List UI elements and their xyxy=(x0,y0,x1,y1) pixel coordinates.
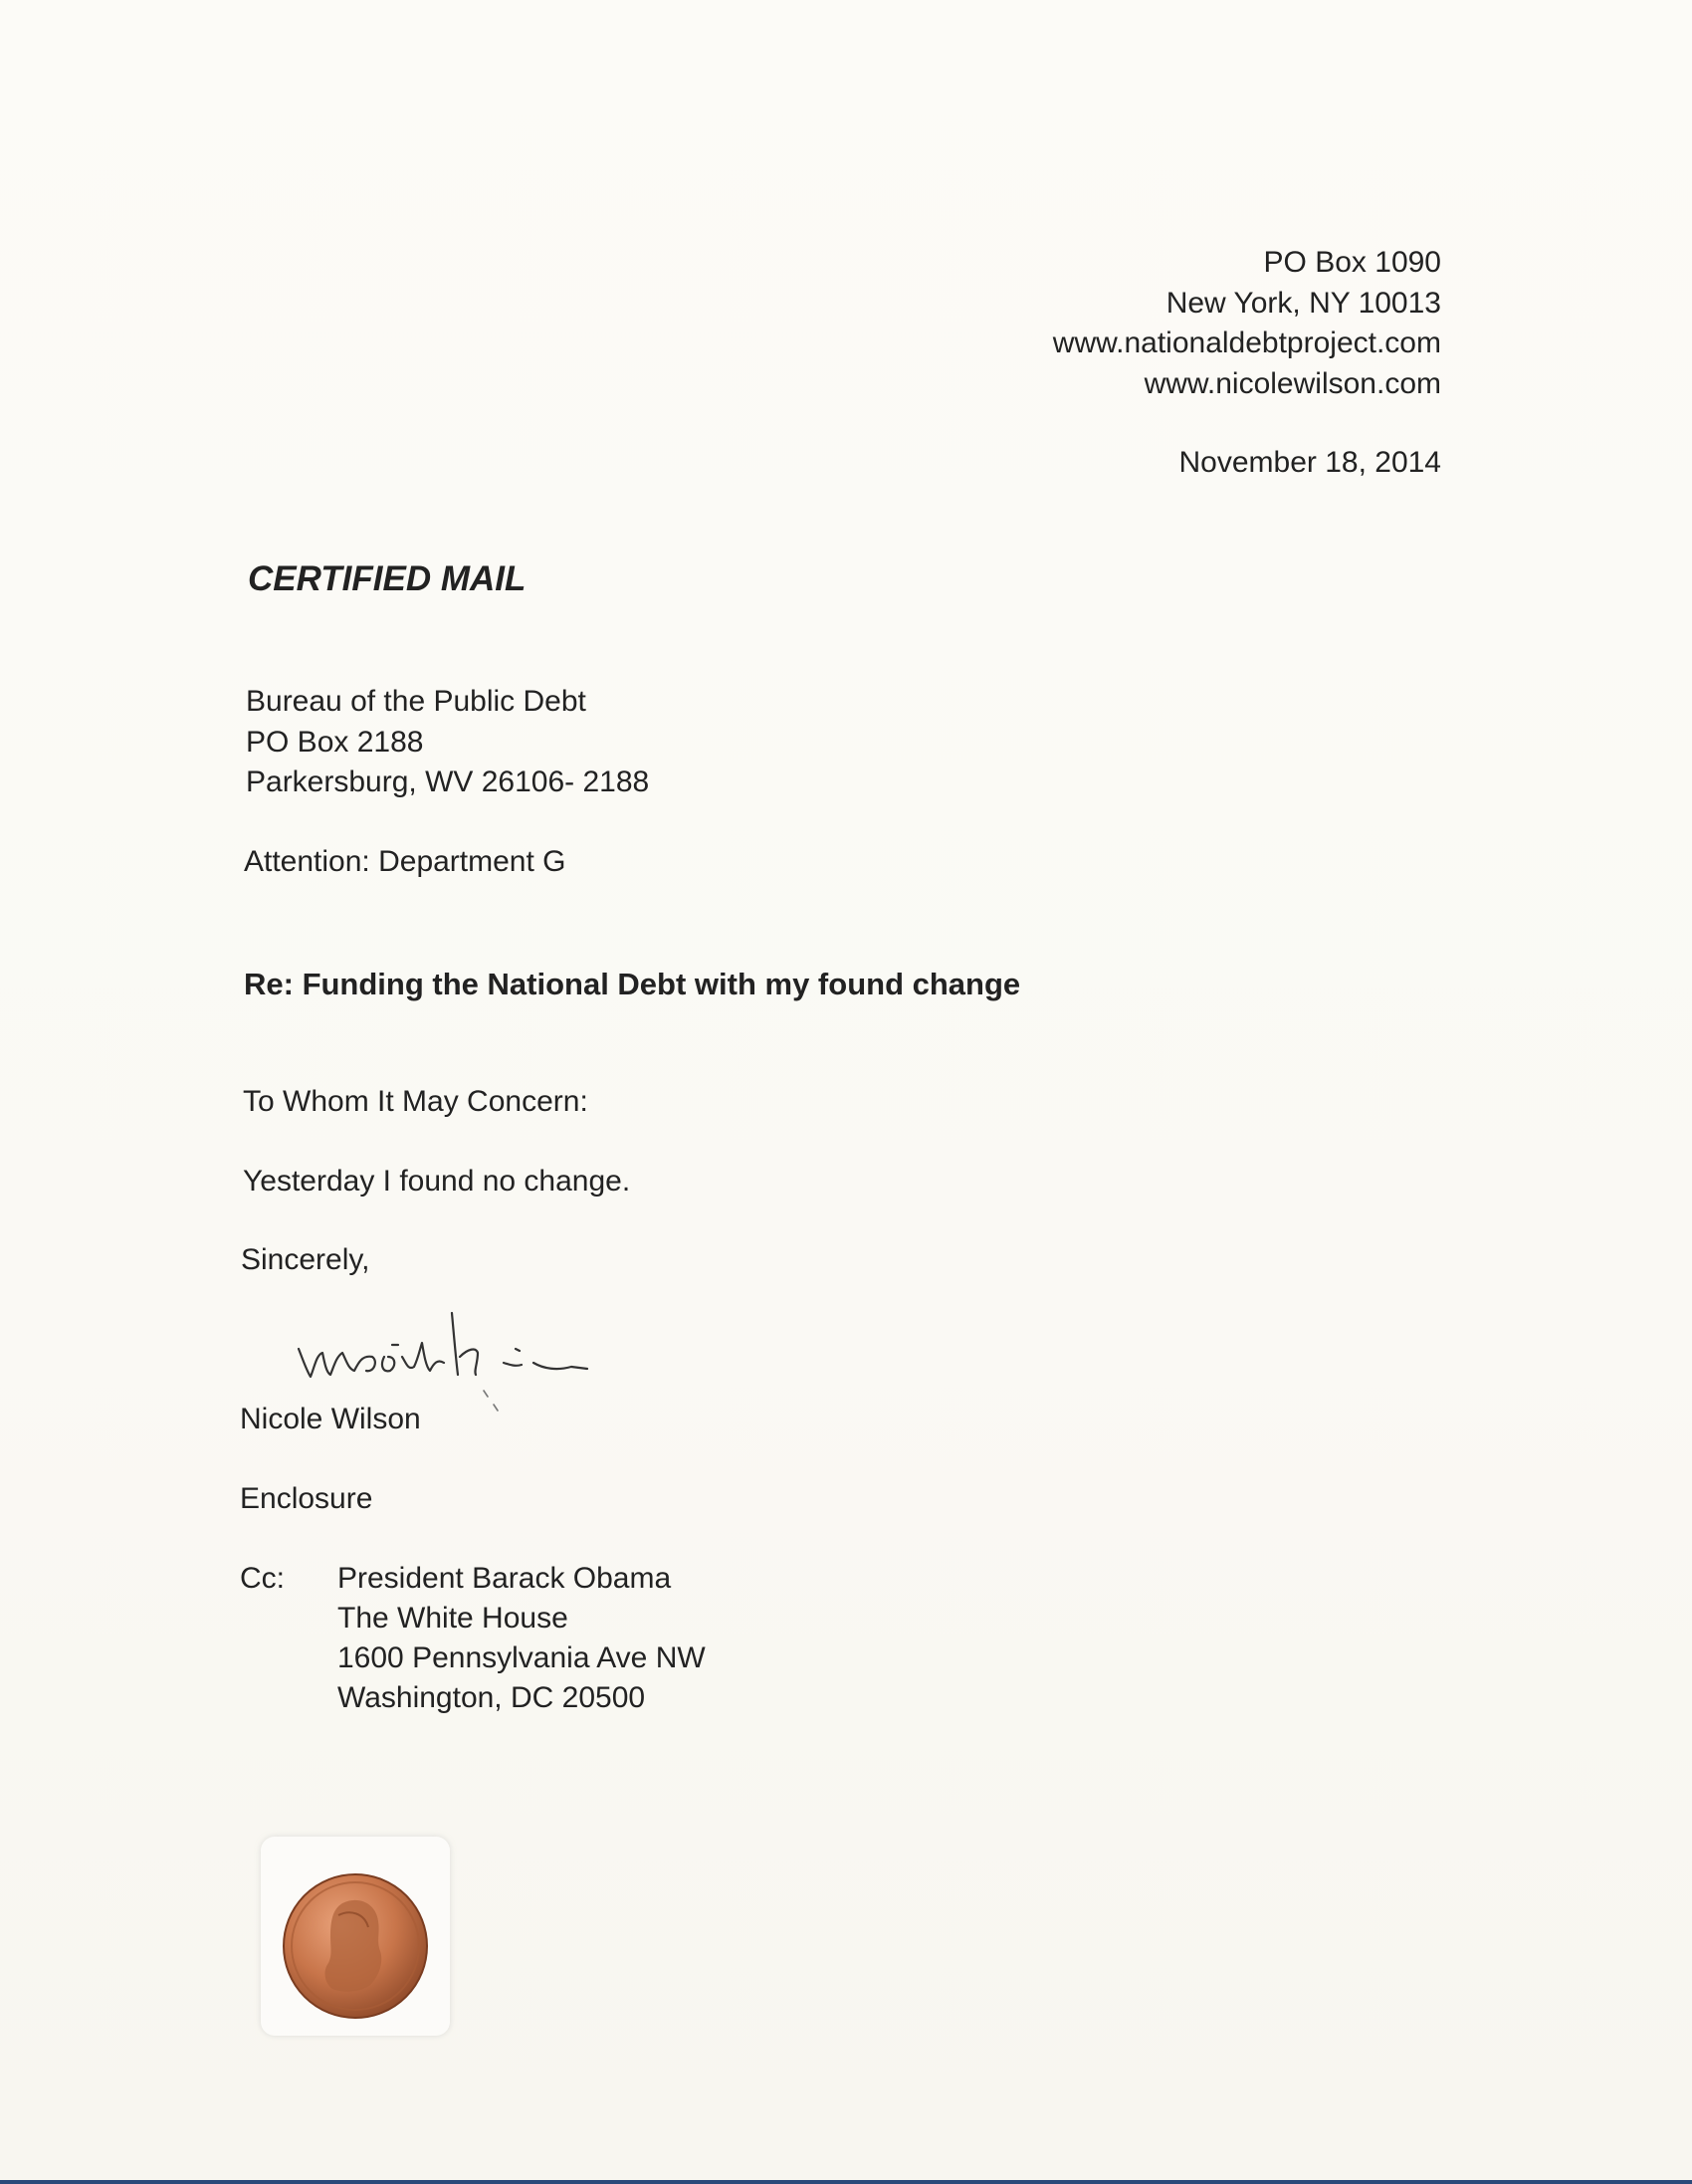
signer-name: Nicole Wilson xyxy=(240,1403,421,1435)
cc-address xyxy=(337,1559,706,1718)
closing: Sincerely, xyxy=(241,1243,370,1276)
sender-line: New York, NY 10013 xyxy=(1165,286,1441,320)
attention-line: Attention: Department G xyxy=(244,845,566,878)
cc-line: Washington, DC 20500 xyxy=(337,1681,646,1714)
sender-website-link: www.nicolewilson.com xyxy=(1144,366,1441,400)
cc-label: Cc: xyxy=(240,1562,285,1595)
sender-website-link: www.nationaldebtproject.com xyxy=(1052,327,1441,359)
sender-line: PO Box 1090 xyxy=(1263,246,1441,279)
sender-address xyxy=(1053,243,1441,404)
recipient-line: Parkersburg, WV 26106- 2188 xyxy=(246,765,650,798)
scan-edge xyxy=(0,2180,1692,2184)
recipient-line: Bureau of the Public Debt xyxy=(246,685,586,718)
subject-line: Re: Funding the National Debt with my found change xyxy=(244,967,1021,1001)
certified-mail-heading: CERTIFIED MAIL xyxy=(248,559,527,598)
recipient-address xyxy=(246,682,649,803)
letter-body: Yesterday I found no change. xyxy=(243,1165,631,1198)
recipient-line: PO Box 2188 xyxy=(246,725,424,759)
penny-coin-icon xyxy=(281,1871,430,2021)
letter-date: November 18, 2014 xyxy=(1178,446,1441,479)
salutation: To Whom It May Concern: xyxy=(243,1085,588,1118)
cc-line: President Barack Obama xyxy=(337,1562,672,1595)
cc-line: The White House xyxy=(337,1602,568,1635)
enclosure-note: Enclosure xyxy=(240,1482,373,1515)
cc-line: 1600 Pennsylvania Ave NW xyxy=(337,1641,706,1674)
